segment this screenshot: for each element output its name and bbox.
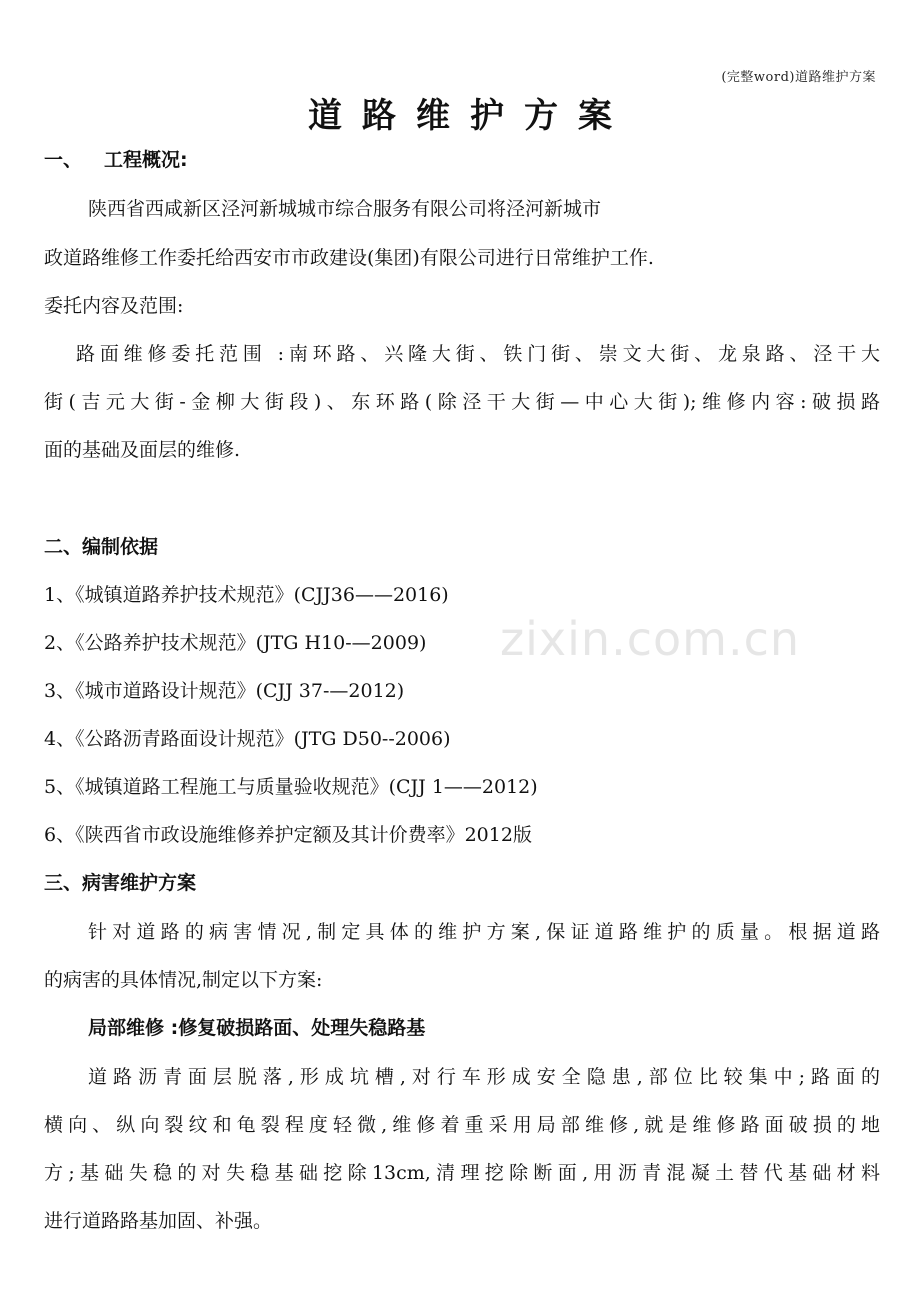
section3-body-line3: 方;基础失稳的对失稳基础挖除13cm,清理挖除断面,用沥青混凝土替代基础材料	[44, 1162, 880, 1184]
section2-heading: 二、编制依据	[44, 536, 159, 558]
reference-item-3: 3、《城市道路设计规范》(CJJ 37-—2012)	[44, 680, 405, 702]
section1-scope-line1: 路面维修委托范围 :南环路、兴隆大街、铁门街、崇文大街、龙泉路、泾干大	[76, 343, 880, 365]
section3-body-line4: 进行道路路基加固、补强。	[44, 1210, 273, 1232]
section1-para1-line1: 陕西省西咸新区泾河新城城市综合服务有限公司将泾河新城市	[88, 198, 602, 220]
reference-item-6: 6、《陕西省市政设施维修养护定额及其计价费率》2012版	[44, 824, 532, 846]
reference-item-2: 2、《公路养护技术规范》(JTG H10-—2009)	[44, 632, 427, 654]
section3-intro-line1: 针对道路的病害情况,制定具体的维护方案,保证道路维护的质量。根据道路	[88, 921, 880, 943]
section1-heading	[44, 148, 880, 172]
reference-item-5: 5、《城镇道路工程施工与质量验收规范》(CJJ 1——2012)	[44, 776, 538, 798]
reference-item-1: 1、《城镇道路养护技术规范》(CJJ36——2016)	[44, 584, 449, 606]
section3-subheading: 局部维修 :修复破损路面、处理失稳路基	[88, 1017, 426, 1039]
reference-item-4: 4、《公路沥青路面设计规范》(JTG D50--2006)	[44, 728, 451, 750]
section1-title: 工程概况:	[104, 149, 188, 171]
section3-body-line2: 横向、纵向裂纹和龟裂程度轻微,维修着重采用局部维修,就是维修路面破损的地	[44, 1114, 880, 1136]
section1-scope-line3: 面的基础及面层的维修.	[44, 439, 241, 461]
section1-para1-line2: 政道路维修工作委托给西安市市政建设(集团)有限公司进行日常维护工作.	[44, 247, 654, 269]
section3-intro-line2: 的病害的具体情况,制定以下方案:	[44, 969, 323, 991]
section1-number: 一、	[44, 149, 83, 171]
section3-heading: 三、病害维护方案	[44, 872, 197, 894]
header-note: (完整word)道路维护方案	[721, 70, 876, 85]
watermark: zixin.com.cn	[500, 612, 801, 666]
document-title: 道路维护方案	[308, 96, 632, 136]
section1-scope-label: 委托内容及范围:	[44, 295, 184, 317]
section1-scope-line2: 街(吉元大街-金柳大街段)、东环路(除泾干大街—中心大街);维修内容:破损路	[44, 391, 880, 413]
section3-body-line1: 道路沥青面层脱落,形成坑槽,对行车形成安全隐患,部位比较集中;路面的	[88, 1066, 880, 1088]
